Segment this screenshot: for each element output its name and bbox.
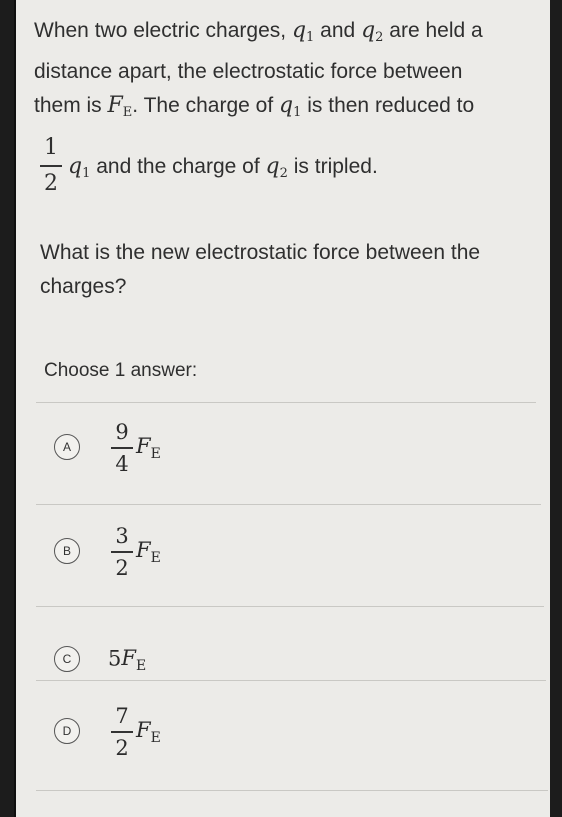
math-q2: $q_2$	[361, 18, 384, 45]
answer-option-c[interactable]	[46, 614, 536, 680]
question-text-segment: are held a	[389, 19, 483, 42]
question-text-segment: them is	[34, 94, 102, 117]
math-q1: $q_1$	[279, 93, 302, 120]
prompt-line-2: charges?	[40, 275, 127, 298]
answer-b-expression: $\frac{3}{2}$ $F_E$	[108, 524, 161, 580]
radio-b[interactable]: B	[54, 538, 80, 564]
fraction-one-half: 1 2	[36, 134, 66, 198]
answer-option-b[interactable]	[46, 512, 536, 602]
answer-d-expression: $\frac{7}{2}$ $F_E$	[108, 704, 161, 760]
question-line-2: distance apart, the electrostatic force between	[34, 60, 463, 83]
radio-a[interactable]: A	[54, 434, 80, 460]
answer-option-d[interactable]	[46, 690, 536, 780]
question-line-4	[34, 134, 544, 200]
question-text-segment: When two electric charges,	[34, 19, 287, 42]
radio-d[interactable]: D	[54, 718, 80, 744]
divider	[36, 606, 544, 607]
question-text-segment: is tripled.	[293, 155, 378, 178]
answer-option-a[interactable]	[46, 412, 536, 502]
radio-c[interactable]: C	[54, 646, 80, 672]
answer-a-expression: $\frac{9}{4}$ $F_E$	[108, 420, 161, 476]
answer-c-expression: $5F_E$	[108, 646, 147, 674]
question-prompt	[40, 236, 540, 304]
choose-label: Choose 1 answer:	[44, 360, 198, 381]
question-text-segment: and	[320, 19, 356, 42]
divider	[36, 790, 548, 791]
question-text-segment: is then reduced to	[307, 94, 475, 117]
prompt-line-1: What is the new electrostatic force between the	[40, 241, 481, 264]
question-line-1	[34, 14, 544, 55]
divider	[36, 504, 541, 505]
divider	[36, 402, 536, 403]
math-q2: $q_2$	[265, 154, 288, 181]
question-text-segment: . The charge of	[132, 94, 274, 117]
divider	[36, 680, 546, 681]
question-text	[34, 14, 544, 200]
math-fe: $F_E$	[107, 93, 133, 120]
math-q1: $q_1$	[68, 154, 91, 181]
question-line-3	[34, 89, 544, 130]
question-text-segment: and the charge of	[96, 155, 260, 178]
math-q1: $q_1$	[291, 18, 315, 45]
screen	[14, 0, 550, 817]
